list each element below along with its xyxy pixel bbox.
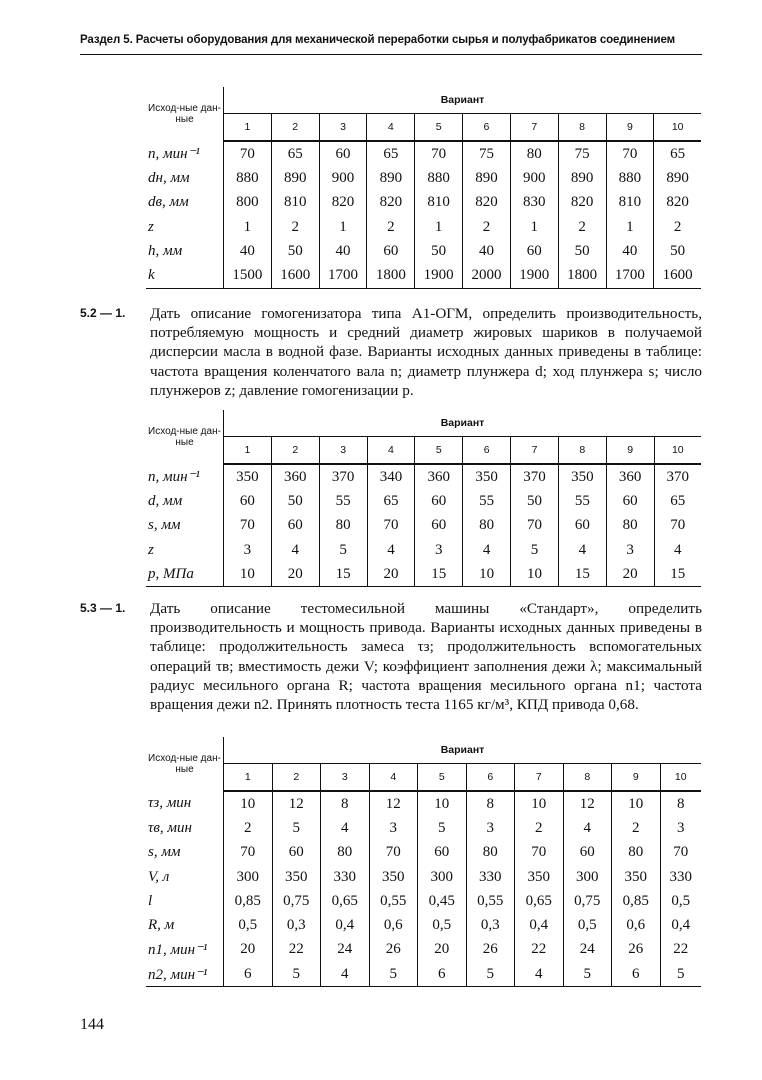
- table-cell: 0,6: [369, 913, 418, 937]
- table-cell: 70: [367, 514, 415, 538]
- table-cell: 60: [563, 841, 612, 865]
- table-cell: 4: [367, 538, 415, 562]
- row-label: l: [146, 889, 224, 913]
- table-cell: 55: [319, 489, 367, 513]
- variant-number: 4: [369, 764, 418, 792]
- table-cell: 360: [271, 464, 319, 489]
- variant-number: 5: [418, 764, 467, 792]
- variant-number: 9: [612, 764, 661, 792]
- variant-header: Вариант: [224, 87, 702, 114]
- table-cell: 80: [321, 841, 370, 865]
- table-cell: 1500: [224, 263, 272, 288]
- table-row: [146, 816, 701, 840]
- table-cell: 70: [515, 841, 564, 865]
- table-cell: 20: [418, 938, 467, 962]
- table-cell: 2: [463, 215, 511, 239]
- variant-number: 1: [224, 764, 273, 792]
- table-cell: 0,5: [224, 913, 273, 937]
- header-rule: [80, 54, 702, 55]
- table-cell: 340: [367, 464, 415, 489]
- table-cell: 75: [463, 141, 511, 166]
- variant-number: 1: [224, 114, 272, 142]
- table-cell: 0,55: [369, 889, 418, 913]
- table-cell: 26: [612, 938, 661, 962]
- variant-number: 1: [224, 437, 272, 465]
- table-cell: 4: [558, 538, 606, 562]
- table-cell: 330: [321, 865, 370, 889]
- table-cell: 10: [418, 791, 467, 816]
- table-cell: 0,85: [612, 889, 661, 913]
- table-cell: 10: [612, 791, 661, 816]
- variant-number: 7: [511, 437, 559, 465]
- table-cell: 5: [563, 962, 612, 987]
- table-cell: 70: [415, 141, 463, 166]
- table-cell: 900: [510, 166, 558, 190]
- table-cell: 820: [666, 194, 689, 211]
- table-cell: 4: [271, 538, 319, 562]
- table-cell: 890: [463, 166, 511, 190]
- variant-number: 10: [654, 437, 701, 465]
- table-cell: 20: [367, 562, 415, 587]
- row-label: n, мин⁻¹: [146, 141, 224, 166]
- variant-number: 8: [558, 437, 606, 465]
- table-cell: 20: [606, 562, 654, 587]
- table-cell: 50: [415, 239, 463, 263]
- table-cell: 4: [463, 538, 511, 562]
- table-cell: 5: [319, 538, 367, 562]
- row-label: k: [146, 263, 224, 288]
- table-cell: 12: [272, 791, 321, 816]
- table-cell: 40: [319, 239, 367, 263]
- table-cell: 0,55: [466, 889, 515, 913]
- variant-number: 7: [515, 764, 564, 792]
- table-cell: 800: [224, 191, 272, 215]
- row-label: dн, мм: [146, 166, 224, 190]
- variant-number: 2: [271, 437, 319, 465]
- variant-number: 8: [563, 764, 612, 792]
- table-cell: 65: [271, 141, 319, 166]
- variant-number: 9: [606, 114, 654, 142]
- table-cell: 70: [224, 514, 272, 538]
- table-cell: 1900: [415, 263, 463, 288]
- table-cell: 70: [670, 517, 686, 534]
- table-row: [146, 791, 701, 816]
- variant-number: 10: [654, 114, 701, 142]
- header-corner: Исход-ные дан-ные: [146, 87, 224, 141]
- table-cell: 5: [466, 962, 515, 987]
- table-cell: 15: [558, 562, 606, 587]
- table-cell: 4: [563, 816, 612, 840]
- table-cell: 0,75: [563, 889, 612, 913]
- page-number: 144: [80, 1016, 104, 1033]
- table-cell: 65: [367, 141, 415, 166]
- table-cell: 40: [606, 239, 654, 263]
- variant-header: Вариант: [224, 737, 702, 764]
- table-row: [146, 191, 701, 215]
- table-cell: 1: [319, 215, 367, 239]
- table-cell: 3: [369, 816, 418, 840]
- variant-number: 7: [510, 114, 558, 142]
- table-1: [146, 87, 701, 289]
- table-cell: 830: [510, 191, 558, 215]
- table-cell: 70: [369, 841, 418, 865]
- row-label: n2, мин⁻¹: [146, 962, 224, 987]
- table-cell: 60: [606, 489, 654, 513]
- table-cell: 65: [670, 145, 686, 162]
- table-cell: 2: [367, 215, 415, 239]
- table-cell: 370: [319, 464, 367, 489]
- table-cell: 370: [666, 468, 690, 485]
- table-cell: 4: [674, 541, 682, 558]
- row-label: V, л: [146, 865, 224, 889]
- table-cell: 50: [670, 242, 686, 259]
- row-label: τз, мин: [146, 791, 224, 816]
- table-cell: 10: [224, 562, 272, 587]
- table-cell: 20: [271, 562, 319, 587]
- table-cell: 24: [563, 938, 612, 962]
- table-cell: 60: [367, 239, 415, 263]
- table-cell: 820: [558, 191, 606, 215]
- table-cell: 15: [319, 562, 367, 587]
- table-cell: 0,4: [515, 913, 564, 937]
- table-cell: 0,5: [418, 913, 467, 937]
- row-label: s, мм: [146, 841, 224, 865]
- table-cell: 60: [224, 489, 272, 513]
- table-row: [146, 913, 701, 937]
- table-cell: 810: [415, 191, 463, 215]
- table-cell: 75: [558, 141, 606, 166]
- table-row: [146, 841, 701, 865]
- table-row: [146, 166, 701, 190]
- table-cell: 5: [369, 962, 418, 987]
- header-corner: Исход-ные дан-ные: [146, 737, 224, 791]
- table-cell: 26: [466, 938, 515, 962]
- table-cell: 12: [563, 791, 612, 816]
- variant-number: 10: [660, 764, 701, 792]
- table-cell: 70: [224, 841, 273, 865]
- table-cell: 80: [319, 514, 367, 538]
- table-cell: 300: [224, 865, 273, 889]
- table-cell: 810: [271, 191, 319, 215]
- table-cell: 10: [511, 562, 559, 587]
- variant-number: 4: [367, 437, 415, 465]
- table-cell: 5: [660, 962, 701, 987]
- table-cell: 65: [670, 492, 686, 509]
- section-text: Дать описание гомогенизатора типа А1-ОГМ, определить производительность, потребляемую мощность и средний диаметр жировых шариков в получаемой дисперсии масла в водной фазе. Варианты исходных данных приведены в таблице: частота вращения коленчатого вала n; диаметр плунжера d; ход плунжера s; число плунжеров z; давление гомогенизации p.: [150, 305, 702, 399]
- variant-number: 2: [271, 114, 319, 142]
- table-cell: 40: [224, 239, 272, 263]
- table-cell: 10: [224, 791, 273, 816]
- table-cell: 3: [466, 816, 515, 840]
- header-corner: Исход-ные дан-ные: [146, 410, 224, 464]
- table-cell: 55: [558, 489, 606, 513]
- table-row: [146, 562, 701, 587]
- table-cell: 0,5: [671, 892, 691, 909]
- table-cell: 300: [418, 865, 467, 889]
- row-label: dв, мм: [146, 191, 224, 215]
- table-cell: 300: [563, 865, 612, 889]
- table-row: [146, 962, 701, 987]
- table-cell: 6: [418, 962, 467, 987]
- row-label: p, МПа: [146, 562, 224, 587]
- row-label: n, мин⁻¹: [146, 464, 224, 489]
- table-cell: 60: [271, 514, 319, 538]
- variant-number: 3: [319, 437, 367, 465]
- table-cell: 820: [367, 191, 415, 215]
- table-row: [146, 889, 701, 913]
- table-cell: 0,5: [563, 913, 612, 937]
- variant-header: Вариант: [224, 410, 702, 437]
- table-cell: 2000: [463, 263, 511, 288]
- table-cell: 80: [612, 841, 661, 865]
- table-cell: 8: [321, 791, 370, 816]
- table-cell: 0,3: [466, 913, 515, 937]
- table-cell: 60: [319, 141, 367, 166]
- table-cell: 5: [418, 816, 467, 840]
- table-cell: 60: [415, 514, 463, 538]
- table-cell: 0,65: [515, 889, 564, 913]
- table-cell: 1700: [606, 263, 654, 288]
- table-cell: 890: [271, 166, 319, 190]
- row-label: τв, мин: [146, 816, 224, 840]
- table-row: [146, 141, 701, 166]
- row-label: n1, мин⁻¹: [146, 938, 224, 962]
- table-cell: 80: [606, 514, 654, 538]
- table-cell: 2: [515, 816, 564, 840]
- row-label: z: [146, 215, 224, 239]
- table-cell: 370: [511, 464, 559, 489]
- table-cell: 60: [558, 514, 606, 538]
- variant-number: 2: [272, 764, 321, 792]
- table-cell: 70: [511, 514, 559, 538]
- table-cell: 820: [319, 191, 367, 215]
- table-cell: 5: [511, 538, 559, 562]
- section-number: 5.3 — 1.: [80, 601, 126, 615]
- row-label: z: [146, 538, 224, 562]
- table-cell: 60: [510, 239, 558, 263]
- table-cell: 350: [612, 865, 661, 889]
- table-cell: 1: [415, 215, 463, 239]
- table-cell: 890: [558, 166, 606, 190]
- table-cell: 4: [321, 962, 370, 987]
- table-cell: 12: [369, 791, 418, 816]
- table-cell: 890: [666, 169, 689, 186]
- table-cell: 5: [272, 816, 321, 840]
- table-cell: 880: [415, 166, 463, 190]
- variant-number: 5: [415, 114, 463, 142]
- table-row: [146, 239, 701, 263]
- table-row: [146, 464, 701, 489]
- table-row: [146, 538, 701, 562]
- table-row: [146, 263, 701, 288]
- table-cell: 1600: [271, 263, 319, 288]
- table-cell: 4: [321, 816, 370, 840]
- table-cell: 360: [415, 464, 463, 489]
- section-text: Дать описание тестомесильной машины «Стандарт», определить производительность и мощность привода. Варианты исходных данных приведены в таблице: продолжительность замеса τз; продолжительность вспомогательных операций τв; вместимость дежи V; коэффициент заполнения дежи λ; максимальный радиус месильного органа R; частота вращения месильного органа n1; частота вращения дежи n2. Принять плотность теста 1165 кг/м³, КПД привода 0,68.: [150, 600, 702, 714]
- row-label: d, мм: [146, 489, 224, 513]
- table-cell: 80: [510, 141, 558, 166]
- variant-number: 6: [463, 114, 511, 142]
- table-cell: 10: [463, 562, 511, 587]
- table-cell: 350: [369, 865, 418, 889]
- table-cell: 3: [415, 538, 463, 562]
- table-cell: 80: [466, 841, 515, 865]
- table-cell: 20: [224, 938, 273, 962]
- variant-number: 3: [321, 764, 370, 792]
- table-cell: 4: [515, 962, 564, 987]
- table-2: [146, 410, 701, 587]
- table-cell: 1900: [510, 263, 558, 288]
- row-label: s, мм: [146, 514, 224, 538]
- table-cell: 0,85: [224, 889, 273, 913]
- table-cell: 50: [511, 489, 559, 513]
- table-cell: 1600: [654, 263, 701, 288]
- table-cell: 70: [606, 141, 654, 166]
- table-cell: 40: [463, 239, 511, 263]
- table-cell: 900: [319, 166, 367, 190]
- table-cell: 8: [466, 791, 515, 816]
- table-row: [146, 489, 701, 513]
- table-cell: 360: [606, 464, 654, 489]
- table-row: [146, 514, 701, 538]
- table-cell: 2: [673, 218, 682, 235]
- section-number: 5.2 — 1.: [80, 306, 126, 320]
- table-cell: 65: [367, 489, 415, 513]
- table-cell: 2: [271, 215, 319, 239]
- table-cell: 50: [271, 239, 319, 263]
- table-cell: 2: [224, 816, 273, 840]
- table-cell: 10: [515, 791, 564, 816]
- variant-number: 3: [319, 114, 367, 142]
- table-cell: 0,4: [321, 913, 370, 937]
- table-cell: 3: [677, 819, 685, 836]
- table-cell: 60: [272, 841, 321, 865]
- table-cell: 3: [224, 538, 272, 562]
- table-cell: 350: [515, 865, 564, 889]
- table-cell: 0,65: [321, 889, 370, 913]
- table-3: [146, 737, 701, 987]
- row-label: R, м: [146, 913, 224, 937]
- table-cell: 6: [612, 962, 661, 987]
- variant-number: 5: [415, 437, 463, 465]
- table-cell: 6: [224, 962, 273, 987]
- table-cell: 26: [369, 938, 418, 962]
- table-cell: 50: [558, 239, 606, 263]
- table-cell: 350: [272, 865, 321, 889]
- table-cell: 330: [466, 865, 515, 889]
- table-cell: 60: [415, 489, 463, 513]
- table-cell: 50: [271, 489, 319, 513]
- variant-number: 8: [558, 114, 606, 142]
- table-cell: 0,4: [671, 917, 691, 934]
- table-row: [146, 215, 701, 239]
- table-cell: 350: [224, 464, 272, 489]
- table-cell: 1700: [319, 263, 367, 288]
- table-cell: 22: [272, 938, 321, 962]
- table-cell: 70: [224, 141, 272, 166]
- table-cell: 880: [606, 166, 654, 190]
- table-cell: 350: [463, 464, 511, 489]
- table-row: [146, 865, 701, 889]
- table-cell: 890: [367, 166, 415, 190]
- table-cell: 22: [673, 941, 689, 958]
- table-cell: 880: [224, 166, 272, 190]
- table-cell: 1800: [367, 263, 415, 288]
- table-cell: 330: [669, 868, 692, 885]
- table-cell: 2: [612, 816, 661, 840]
- variant-number: 6: [463, 437, 511, 465]
- table-cell: 810: [606, 191, 654, 215]
- table-cell: 350: [558, 464, 606, 489]
- running-header: Раздел 5. Расчеты оборудования для механической переработки сырья и полуфабрикатов соединением: [80, 34, 676, 46]
- table-cell: 1: [510, 215, 558, 239]
- table-cell: 22: [515, 938, 564, 962]
- table-cell: 15: [415, 562, 463, 587]
- table-cell: 1800: [558, 263, 606, 288]
- table-cell: 80: [463, 514, 511, 538]
- table-cell: 1: [606, 215, 654, 239]
- table-cell: 60: [418, 841, 467, 865]
- table-row: [146, 938, 701, 962]
- table-cell: 2: [558, 215, 606, 239]
- table-cell: 15: [654, 562, 701, 587]
- table-cell: 0,75: [272, 889, 321, 913]
- table-cell: 3: [606, 538, 654, 562]
- table-cell: 5: [272, 962, 321, 987]
- variant-number: 4: [367, 114, 415, 142]
- table-cell: 8: [677, 795, 685, 812]
- table-cell: 70: [673, 844, 689, 861]
- table-cell: 820: [463, 191, 511, 215]
- table-cell: 1: [224, 215, 272, 239]
- variant-number: 6: [466, 764, 515, 792]
- table-cell: 24: [321, 938, 370, 962]
- table-cell: 55: [463, 489, 511, 513]
- table-cell: 0,6: [612, 913, 661, 937]
- variant-number: 9: [606, 437, 654, 465]
- row-label: h, мм: [146, 239, 224, 263]
- table-cell: 0,45: [418, 889, 467, 913]
- table-cell: 0,3: [272, 913, 321, 937]
